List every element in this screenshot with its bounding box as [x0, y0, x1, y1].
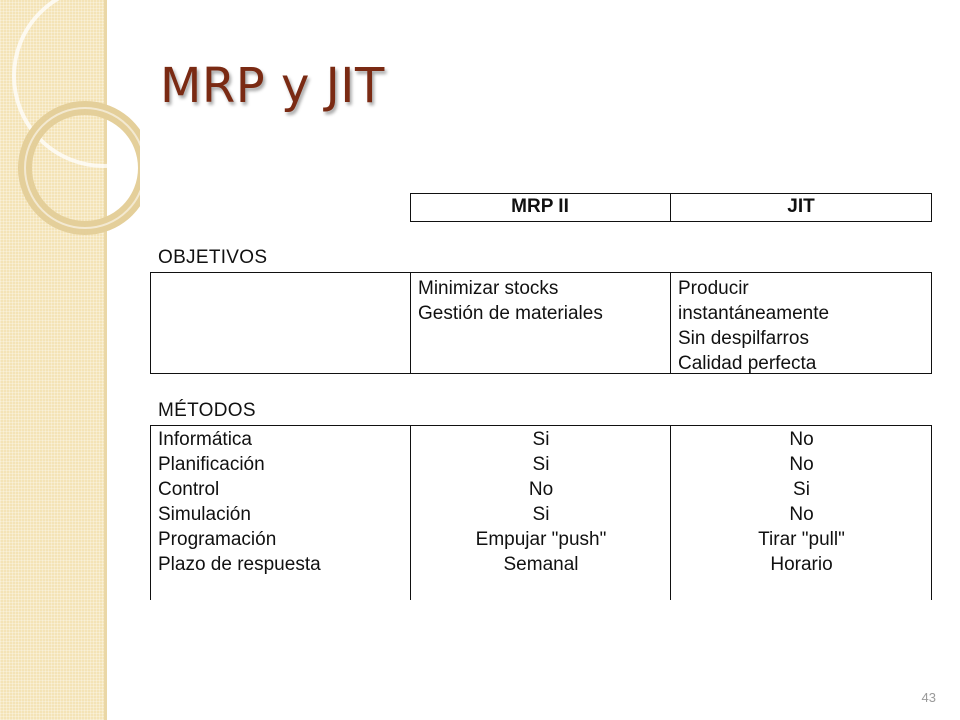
metodo-jit-value: No	[789, 504, 814, 525]
metodo-mrp-value: Semanal	[503, 554, 579, 575]
objetivo-mrp-line: Minimizar stocks	[418, 278, 559, 299]
metodo-jit-value: Horario	[770, 554, 833, 575]
objetivos-mrp-cell	[418, 276, 603, 326]
metodo-name: Planificación	[158, 454, 265, 475]
metodo-mrp-value: No	[528, 479, 554, 500]
objetivos-divider-2	[670, 272, 671, 374]
metodo-mrp-value: Si	[532, 504, 550, 525]
metodo-mrp-value: Si	[532, 429, 550, 450]
metodo-name: Informática	[158, 429, 252, 450]
metodo-jit-value: Si	[793, 479, 810, 500]
objetivo-jit-line: Sin despilfarros	[678, 328, 809, 349]
metodos-divider-2	[670, 425, 671, 600]
objetivos-label: OBJETIVOS	[158, 247, 268, 268]
metodos-jit-column	[672, 427, 931, 577]
metodo-name: Simulación	[158, 504, 251, 525]
objetivos-jit-cell	[678, 276, 829, 376]
metodos-left-border	[150, 425, 151, 600]
metodo-name: Plazo de respuesta	[158, 554, 321, 575]
metodos-names-column	[158, 427, 321, 577]
metodos-right-border	[931, 425, 932, 600]
metodo-mrp-value: Empujar "push"	[475, 529, 607, 550]
metodo-name: Control	[158, 479, 220, 500]
metodos-label: MÉTODOS	[158, 400, 256, 421]
objetivo-jit-line: instantáneamente	[678, 303, 830, 324]
metodo-mrp-value: Si	[532, 454, 550, 475]
objetivo-jit-line: Producir	[678, 278, 749, 299]
metodos-mrp-column	[412, 427, 670, 577]
decorative-circles	[0, 0, 140, 260]
objetivo-mrp-line: Gestión de materiales	[418, 303, 603, 324]
header-mrp: MRP II	[511, 196, 569, 217]
metodo-jit-value: No	[789, 429, 814, 450]
metodo-jit-value: No	[789, 454, 814, 475]
objetivo-jit-line: Calidad perfecta	[678, 353, 817, 374]
metodo-jit-value: Tirar "pull"	[758, 529, 845, 550]
slide-title: MRP y JIT	[160, 58, 385, 114]
header-jit: JIT	[787, 196, 815, 217]
objetivos-divider-1	[410, 272, 411, 374]
metodos-top-border	[150, 425, 932, 426]
metodos-divider-1	[410, 425, 411, 600]
metodo-name: Programación	[158, 529, 277, 550]
page-number: 43	[921, 690, 936, 705]
